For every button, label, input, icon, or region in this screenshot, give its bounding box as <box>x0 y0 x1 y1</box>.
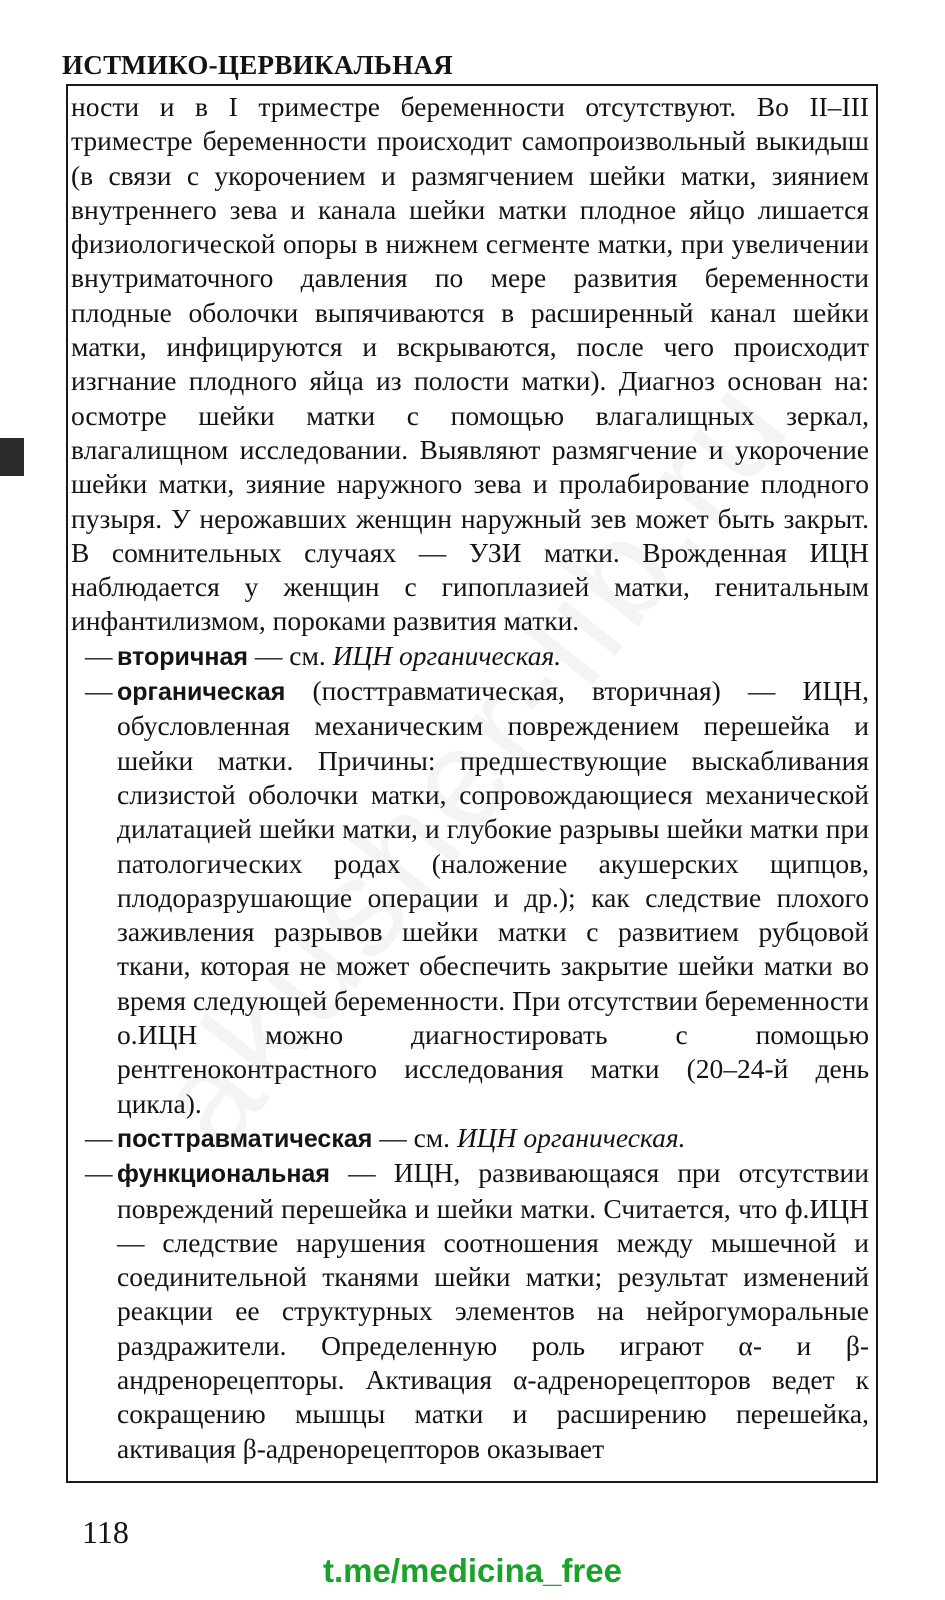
entry-funktsionalnaya <box>71 1156 869 1466</box>
entry-term: органическая <box>117 678 286 707</box>
entry-term: вторичная <box>117 642 248 671</box>
running-header: ИСТМИКО-ЦЕРВИКАЛЬНАЯ <box>62 50 454 80</box>
entry-text: — см. <box>247 639 333 671</box>
article-body <box>71 90 869 1466</box>
entry-dash: — <box>85 1157 113 1189</box>
entry-organicheskaya <box>71 674 869 1121</box>
entry-text: — см. <box>372 1121 457 1153</box>
page-number: 118 <box>82 1514 129 1550</box>
intro-paragraph: ности и в I триместре беременности отсутствуют. Во II–III триместре беременности происходит самопроизвольный выкидыш (в связи с укорочением и размягчением шейки матки, зиянием внутреннего зева и канала шейки матки плодное яйцо лишается физиологической опоры в нижнем сегменте матки, при увеличении внутриматочного давления по мере развития беременности плодные оболочки выпячиваются в расширенный канал шейки матки, инфицируются и вскрываются, после чего происходит изгнание плодного яйца из полости матки). Диагноз основан на: осмотре шейки матки с помощью влагалищных зеркал, влагалищном исследовании. Выявляют размягчение и укорочение шейки матки, зияние наружного зева и пролабирование плодного пузыря. У нерожавших женщин наружный зев может быть закрыт. В сомнительных случаях — УЗИ матки. Врожденная ИЦН наблюдается у женщин с гипоплазией матки, генитальным инфантилизмом, пороками развития матки. <box>71 91 869 637</box>
entry-term: посттравматическая <box>117 1124 373 1153</box>
entry-dash: — <box>85 675 113 707</box>
entry-text: (посттравматическая, вторичная) — ИЦН, обусловленная механическим повреждением перешейка и шейки матки. Причины: предшествующие выскабливания слизистой оболочки матки, сопровождающиеся механической дилатацией шейки матки, и глубокие разрывы шейки матки при патологических родах (наложение акушерских щипцов, плодоразрушающие операции и др.); как следствие плохого заживления разрывов шейки матки с развитием рубцовой ткани, которая не может обеспечить закрытие шейки матки во время следующей беременности. При отсутствии беременности о.ИЦН можно диагностировать с помощью рентгеноконтрастного исследования матки (20–24-й день цикла). <box>117 675 869 1119</box>
entry-posttravmaticheskaya <box>71 1121 869 1156</box>
entry-cross-reference: ИЦН органическая. <box>332 639 562 671</box>
entry-cross-reference: ИЦН органическая. <box>456 1121 686 1153</box>
entry-term: функциональная <box>117 1160 330 1189</box>
telegram-link[interactable]: t.me/medicina_free <box>323 1552 622 1589</box>
page-edge-mark <box>0 438 24 476</box>
entry-vtorichnaya <box>71 639 869 674</box>
entry-dash: — <box>85 1121 113 1153</box>
entry-text: — ИЦН, развивающаяся при отсутствии повреждений перешейка и шейки матки. Считается, что ф.ИЦН — следствие нарушения соотношения между мышечной и соединительной тканями шейки матки; результат изменений реакции ее структурных элементов на нейрогуморальные раздражители. Определенную роль играют α- и β-андренорецепторы. Активация α-адренорецепторов ведет к сокращению мышцы матки и расширению перешейка, активация β-адренорецепторов оказывает <box>117 1157 869 1464</box>
entry-dash: — <box>85 639 113 671</box>
